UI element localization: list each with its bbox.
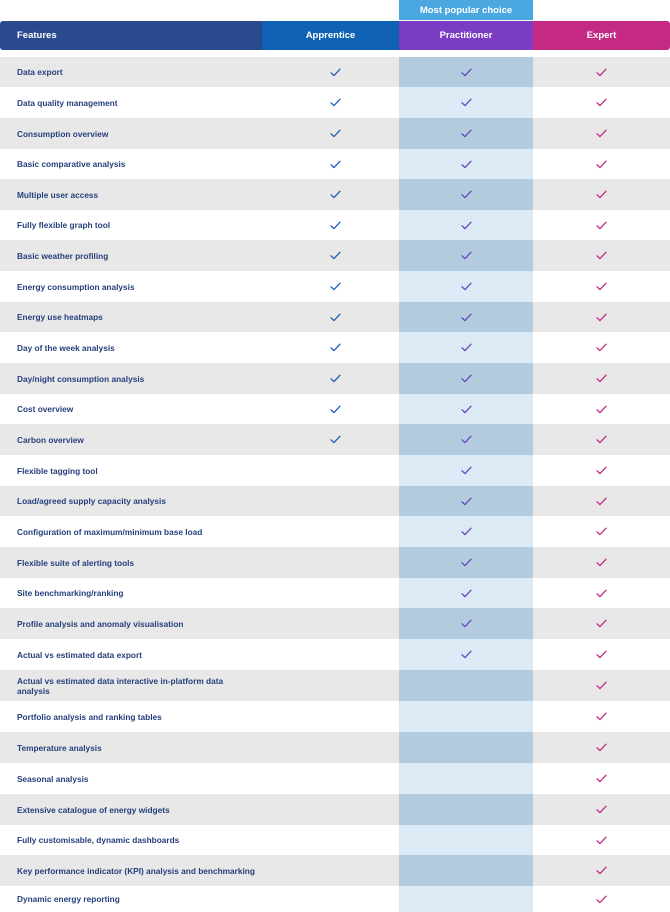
feature-label: Flexible tagging tool	[17, 465, 98, 476]
table-row	[0, 424, 670, 455]
table-row	[0, 149, 670, 179]
table-row	[0, 794, 670, 825]
table-row	[0, 855, 670, 886]
table-row	[0, 825, 670, 855]
feature-label: Seasonal analysis	[17, 773, 89, 784]
apprentice-plan-header: Apprentice	[262, 21, 399, 50]
feature-label: Fully customisable, dynamic dashboards	[17, 835, 180, 845]
apprentice-check-icon	[262, 210, 408, 240]
table-row	[0, 57, 670, 87]
feature-label: Basic weather profiling	[17, 250, 109, 261]
table-row	[0, 670, 670, 701]
apprentice-check-icon	[262, 332, 408, 363]
apprentice-check-icon	[262, 149, 408, 179]
expert-check-icon	[533, 455, 670, 486]
expert-check-icon	[533, 763, 670, 794]
expert-check-icon	[533, 271, 670, 302]
table-row	[0, 886, 670, 912]
expert-plan-header: Expert	[533, 21, 670, 50]
feature-label: Multiple user access	[17, 189, 99, 200]
expert-check-icon	[533, 118, 670, 149]
table-row	[0, 118, 670, 149]
apprentice-check-icon	[262, 118, 408, 149]
feature-label: Extensive catalogue of energy widgets	[17, 804, 170, 815]
expert-check-icon	[533, 886, 670, 912]
feature-label: Energy consumption analysis	[17, 281, 135, 292]
feature-label: Energy use heatmaps	[17, 312, 103, 322]
feature-label: Configuration of maximum/minimum base load	[17, 526, 203, 537]
expert-check-icon	[533, 825, 670, 855]
apprentice-check-icon	[262, 240, 408, 271]
feature-label: Actual vs estimated data interactive in-platform data analysis	[17, 675, 224, 696]
table-row	[0, 486, 670, 516]
feature-label: Consumption overview	[17, 128, 109, 139]
expert-check-icon	[533, 608, 670, 639]
apprentice-check-icon	[262, 57, 408, 87]
expert-check-icon	[533, 670, 670, 701]
feature-label: Cost overview	[17, 404, 74, 414]
table-row	[0, 547, 670, 578]
most-popular-badge: Most popular choice	[399, 0, 533, 20]
table-row	[0, 701, 670, 732]
expert-check-icon	[533, 794, 670, 825]
feature-label: Site benchmarking/ranking	[17, 588, 124, 598]
table-row	[0, 732, 670, 763]
table-row	[0, 271, 670, 302]
table-row	[0, 639, 670, 670]
feature-label: Data quality management	[17, 97, 118, 108]
expert-check-icon	[533, 732, 670, 763]
expert-check-icon	[533, 332, 670, 363]
apprentice-check-icon	[262, 363, 408, 394]
expert-check-icon	[533, 179, 670, 210]
table-row	[0, 87, 670, 118]
table-row	[0, 332, 670, 363]
expert-check-icon	[533, 855, 670, 886]
table-row	[0, 240, 670, 271]
feature-label: Day/night consumption analysis	[17, 373, 145, 384]
table-row	[0, 210, 670, 240]
feature-label: Flexible suite of alerting tools	[17, 557, 135, 568]
expert-check-icon	[533, 486, 670, 516]
feature-label: Data export	[17, 67, 63, 77]
feature-label: Basic comparative analysis	[17, 159, 126, 169]
table-row	[0, 394, 670, 424]
expert-check-icon	[533, 210, 670, 240]
expert-check-icon	[533, 547, 670, 578]
expert-check-icon	[533, 516, 670, 547]
apprentice-check-icon	[262, 424, 408, 455]
feature-label: Key performance indicator (KPI) analysis and benchmarking	[17, 865, 255, 876]
expert-check-icon	[533, 57, 670, 87]
table-row	[0, 608, 670, 639]
expert-check-icon	[533, 578, 670, 608]
feature-label: Dynamic energy reporting	[17, 894, 120, 904]
table-row	[0, 578, 670, 608]
apprentice-check-icon	[262, 87, 408, 118]
table-row	[0, 179, 670, 210]
practitioner-column-highlight	[399, 57, 533, 912]
feature-label: Load/agreed supply capacity analysis	[17, 496, 166, 506]
apprentice-check-icon	[262, 271, 408, 302]
feature-label: Carbon overview	[17, 434, 84, 445]
feature-label: Day of the week analysis	[17, 342, 115, 353]
expert-check-icon	[533, 302, 670, 332]
feature-label: Profile analysis and anomaly visualisation	[17, 618, 184, 629]
feature-label: Temperature analysis	[17, 742, 102, 753]
expert-check-icon	[533, 87, 670, 118]
expert-check-icon	[533, 424, 670, 455]
feature-comparison-table	[0, 57, 670, 912]
features-header: Features	[0, 21, 262, 50]
apprentice-check-icon	[262, 394, 408, 424]
expert-check-icon	[533, 701, 670, 732]
table-row	[0, 455, 670, 486]
feature-label: Fully flexible graph tool	[17, 220, 111, 230]
table-row	[0, 516, 670, 547]
apprentice-check-icon	[262, 179, 408, 210]
table-row	[0, 363, 670, 394]
table-row	[0, 302, 670, 332]
table-row	[0, 763, 670, 794]
practitioner-plan-header: Practitioner	[399, 21, 533, 50]
apprentice-check-icon	[262, 302, 408, 332]
feature-label: Portfolio analysis and ranking tables	[17, 711, 162, 722]
feature-label: Actual vs estimated data export	[17, 649, 142, 660]
expert-check-icon	[533, 240, 670, 271]
expert-check-icon	[533, 363, 670, 394]
expert-check-icon	[533, 639, 670, 670]
expert-check-icon	[533, 149, 670, 179]
expert-check-icon	[533, 394, 670, 424]
